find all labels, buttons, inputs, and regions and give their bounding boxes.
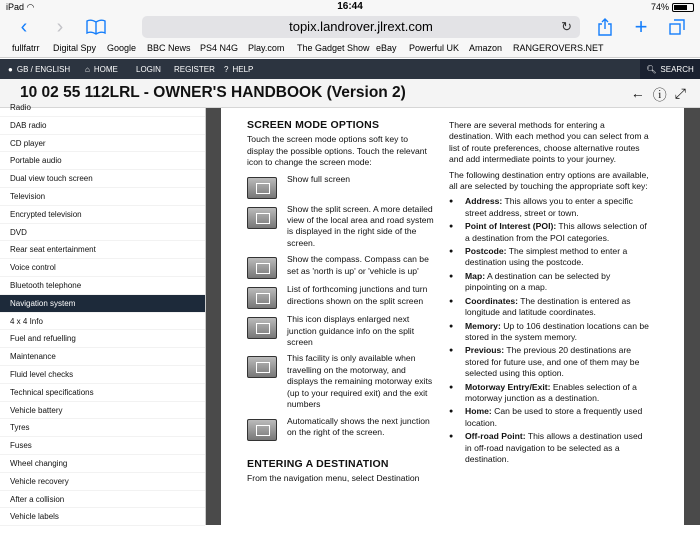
- battery-indicator: [651, 2, 694, 12]
- browser-toolbar: [0, 14, 700, 40]
- screen-mode-option: [247, 353, 437, 410]
- screen-mode-icon: [247, 419, 277, 441]
- address-bar[interactable]: [142, 16, 580, 38]
- destination-option-term: Memory:: [465, 320, 501, 331]
- screen-mode-option-text: Show the split screen. A more detailed view of the local area and road system is displayed in the right side of the screen.: [287, 203, 434, 248]
- destination-option-term: Address:: [465, 196, 503, 207]
- document-page: [221, 108, 684, 538]
- screen-mode-option-text: This icon displays enlarged next junction guidance info on the split screen: [287, 314, 415, 348]
- screen-mode-option-text: Show full screen: [287, 173, 351, 184]
- entering-destination-heading: ENTERING A DESTINATION: [247, 457, 389, 470]
- sidebar-item[interactable]: Maintenance: [0, 348, 205, 366]
- screen-mode-option: [247, 174, 437, 199]
- sidebar-item[interactable]: DAB radio: [0, 117, 205, 135]
- sidebar-item[interactable]: Navigation system: [0, 295, 205, 313]
- sidebar-item[interactable]: Portable audio: [0, 152, 205, 170]
- destination-option-desc: This allows selection of a destination from the POI categories.: [465, 221, 647, 243]
- destination-option: [449, 431, 649, 465]
- destination-option-desc: Can be used to store a frequently used location.: [465, 406, 643, 428]
- destination-option: [449, 382, 649, 405]
- home-icon: ⌂: [85, 65, 90, 74]
- destination-option-desc: Up to 106 destination locations can be stored in the system memory.: [465, 320, 649, 342]
- bookmark-link[interactable]: Digital Spy: [53, 43, 97, 53]
- screen-mode-icon: [247, 207, 277, 229]
- new-tab-icon[interactable]: +: [634, 14, 648, 39]
- document-viewer[interactable]: [206, 108, 700, 525]
- destination-option-desc: This allows you to enter a specific street address, street or town.: [465, 196, 633, 218]
- destination-option-desc: The previous 20 destinations are stored for future use, and one of them may be selected using this option.: [465, 345, 640, 379]
- screen-mode-icon: [247, 356, 277, 378]
- destination-option-desc: Enables selection of a motorway junction as a destination.: [465, 381, 637, 403]
- destination-option-term: Postcode:: [465, 246, 507, 257]
- search-button[interactable]: 🔍︎ SEARCH: [640, 59, 700, 79]
- battery-icon: [672, 3, 694, 12]
- tabs-icon[interactable]: [666, 16, 688, 38]
- sidebar: [0, 103, 206, 525]
- info-icon[interactable]: ⓘ: [652, 87, 667, 103]
- screen-mode-intro: Touch the screen mode options soft key to display the possible options. Touch the relevant icon to change the screen mode:: [247, 134, 427, 168]
- destination-option: [449, 406, 649, 429]
- sidebar-item[interactable]: Fluid level checks: [0, 366, 205, 384]
- options-paragraph: The following destination entry options are available, all are selected by touching the appropriate soft key:: [449, 169, 649, 192]
- globe-icon: ●: [8, 65, 13, 74]
- destination-option-term: Motorway Entry/Exit:: [465, 381, 551, 392]
- destination-option-desc: A destination can be selected by pinpointing on a map.: [465, 270, 611, 293]
- destination-option: [449, 296, 649, 319]
- screen-mode-option-text: Automatically shows the next junction on the right of the screen.: [287, 415, 430, 437]
- sidebar-item[interactable]: Vehicle labels: [0, 508, 205, 526]
- search-icon: 🔍︎: [646, 64, 657, 74]
- bookmark-link[interactable]: PS4 N4G: [200, 43, 239, 53]
- sidebar-item[interactable]: DVD: [0, 224, 205, 242]
- sidebar-item[interactable]: Tyres: [0, 419, 205, 437]
- bookmarks-book-icon[interactable]: [84, 16, 108, 38]
- bookmark-link[interactable]: Powerful UK: [409, 43, 460, 53]
- sidebar-item[interactable]: 4 x 4 Info: [0, 313, 205, 331]
- screen-mode-option-text: Show the compass. Compass can be set as 'north is up' or 'vehicle is up': [287, 254, 429, 276]
- sidebar-item[interactable]: Television: [0, 188, 205, 206]
- destination-option-desc: The simplest method to enter a destination using the postcode.: [465, 246, 628, 268]
- methods-paragraph: There are several methods for entering a destination. With each method you can select from a list of route preferences, choose alternative routes and add intermediate points to your journey.: [449, 120, 649, 165]
- sidebar-item[interactable]: Bluetooth telephone: [0, 277, 205, 295]
- sidebar-item[interactable]: Voice control: [0, 259, 205, 277]
- back-icon[interactable]: ‹: [20, 15, 28, 38]
- screen-mode-option-text: List of forthcoming junctions and turn directions shown on the split screen: [287, 284, 428, 306]
- screen-mode-icon: [247, 317, 277, 339]
- destination-option-term: Home:: [465, 406, 492, 417]
- destination-option: [449, 271, 649, 294]
- destination-option-term: Previous:: [465, 345, 505, 356]
- sidebar-item[interactable]: Rear seat entertainment: [0, 241, 205, 259]
- bookmark-link[interactable]: Amazon: [469, 43, 503, 53]
- screen-mode-heading: SCREEN MODE OPTIONS: [247, 119, 380, 131]
- bookmark-link[interactable]: Play.com: [248, 43, 285, 53]
- site-nav: [0, 59, 700, 79]
- sidebar-item[interactable]: Wheel changing: [0, 455, 205, 473]
- screen-mode-icon: [247, 257, 277, 279]
- sidebar-list: [0, 99, 205, 526]
- destination-option: [449, 345, 649, 379]
- bookmark-link[interactable]: Google: [107, 43, 137, 53]
- sidebar-item[interactable]: After a collision: [0, 491, 205, 509]
- help-link[interactable]: ? HELP: [224, 65, 254, 74]
- screen-mode-option: [247, 314, 437, 348]
- forward-icon[interactable]: ›: [56, 15, 64, 38]
- share-icon[interactable]: [594, 16, 616, 38]
- wifi-icon: ◠: [26, 2, 35, 12]
- destination-option-term: Point of Interest (POI):: [465, 221, 557, 232]
- bookmark-link[interactable]: fullfatrr: [12, 43, 40, 53]
- screen-mode-options: [247, 174, 437, 441]
- status-bar: [0, 0, 700, 14]
- bookmark-link[interactable]: eBay: [376, 43, 397, 53]
- bookmark-link[interactable]: The Gadget Show: [297, 43, 370, 53]
- page-title: 10 02 55 112LRL - OWNER'S HANDBOOK (Version 2): [20, 84, 406, 101]
- right-column: [449, 120, 649, 467]
- clock: 16:44: [337, 1, 363, 12]
- bookmarks-bar: [0, 40, 700, 58]
- battery-percent: 74%: [650, 2, 669, 12]
- screen-mode-option: [247, 254, 437, 279]
- sidebar-item[interactable]: Encrypted television: [0, 206, 205, 224]
- url-text: topix.landrover.jlrext.com: [289, 19, 433, 34]
- sidebar-item[interactable]: Technical specifications: [0, 384, 205, 402]
- destination-options-list: [449, 196, 649, 465]
- destination-option: [449, 221, 649, 244]
- language-selector[interactable]: ● GB / ENGLISH: [8, 65, 71, 74]
- destination-option-term: Map:: [465, 270, 486, 281]
- fullscreen-icon[interactable]: ⤢: [674, 85, 686, 101]
- sidebar-item[interactable]: Vehicle battery: [0, 402, 205, 420]
- sidebar-item[interactable]: CD player: [0, 135, 205, 153]
- reload-icon[interactable]: ↻: [561, 19, 572, 34]
- device-label: iPad ◠: [6, 2, 35, 12]
- register-link[interactable]: REGISTER: [174, 65, 215, 74]
- destination-option: [449, 246, 649, 269]
- bookmark-link[interactable]: RANGEROVERS.NET: [513, 43, 604, 53]
- destination-option: [449, 196, 649, 219]
- destination-option-desc: This allows a destination used in off-road navigation to be selected as a destination.: [465, 431, 643, 464]
- screen-mode-icon: [247, 177, 277, 199]
- bookmark-link[interactable]: BBC News: [147, 43, 191, 53]
- entering-destination-text: From the navigation menu, select Destination: [247, 472, 420, 483]
- left-column: [247, 120, 437, 488]
- home-link[interactable]: ⌂ HOME: [85, 65, 118, 74]
- screen-mode-option: [247, 204, 437, 250]
- destination-option-term: Off-road Point:: [465, 431, 526, 442]
- screen-mode-icon: [247, 287, 277, 309]
- screen-mode-option: [247, 284, 437, 309]
- battery-fill: [674, 5, 687, 10]
- destination-option-term: Coordinates:: [465, 295, 518, 306]
- sidebar-item[interactable]: Radio: [0, 99, 205, 117]
- help-icon: ?: [224, 65, 229, 74]
- screen-mode-option: [247, 416, 437, 441]
- login-link[interactable]: LOGIN: [136, 65, 161, 74]
- destination-option-desc: The destination is entered as longitude and latitude coordinates.: [465, 295, 631, 318]
- destination-option: [449, 321, 649, 344]
- sidebar-item[interactable]: Dual view touch screen: [0, 170, 205, 188]
- screen-mode-option-text: This facility is only available when travelling on the motorway, and displays the remaining motorway exits (up to your required exit) and the exit numbers: [287, 353, 433, 410]
- sidebar-item[interactable]: Vehicle recovery: [0, 473, 205, 491]
- sidebar-item[interactable]: Fuses: [0, 437, 205, 455]
- back-arrow-icon[interactable]: ←: [630, 85, 645, 101]
- sidebar-item[interactable]: Fuel and refuelling: [0, 330, 205, 348]
